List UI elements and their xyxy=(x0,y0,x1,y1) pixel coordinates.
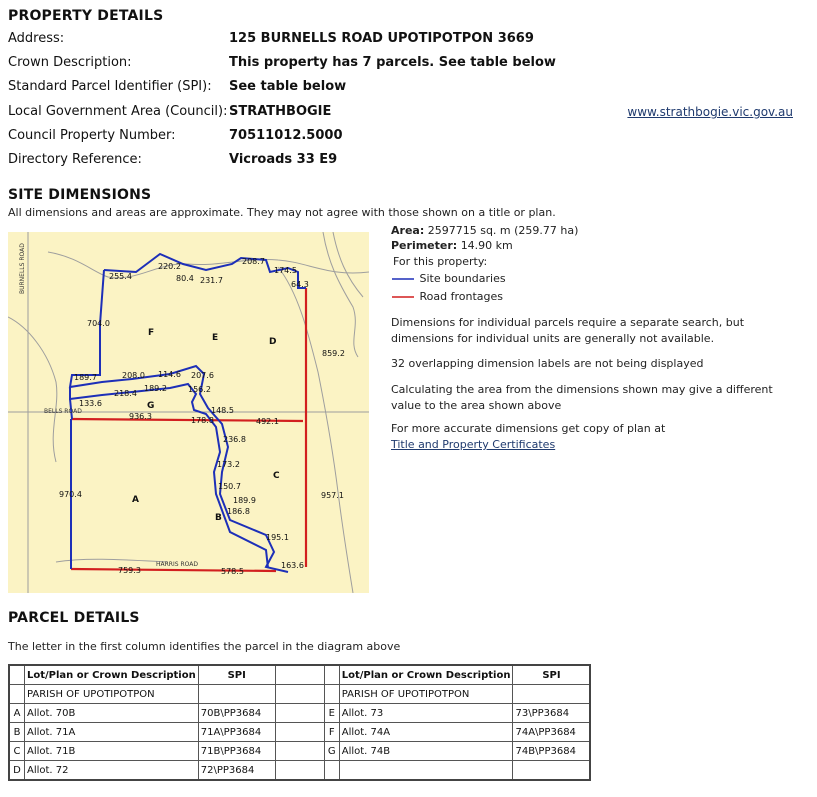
parcel-spi-cell: 74A\PP3684 xyxy=(513,723,591,742)
parcel-letter: G xyxy=(147,401,155,411)
dimension-label: 148.5 xyxy=(211,406,234,415)
dimension-label: 64.3 xyxy=(291,280,309,289)
dimension-label: 133.6 xyxy=(79,399,102,408)
dimension-label: 220.2 xyxy=(158,262,181,271)
table-row xyxy=(9,761,590,781)
parcel-spi-cell xyxy=(513,761,591,781)
site-dimensions-note: All dimensions and areas are approximate. They may not agree with those shown on a title or plan. xyxy=(8,206,556,219)
dimension-label: 236.8 xyxy=(223,435,246,444)
council-number-label: Council Property Number: xyxy=(8,128,176,143)
dimension-label: 578.5 xyxy=(221,567,244,576)
dimension-label: 186.8 xyxy=(227,507,250,516)
area-value: 2597715 sq. m (259.77 ha) xyxy=(427,224,579,237)
area-line xyxy=(391,224,578,237)
parcel-desc-cell: Allot. 71B xyxy=(25,742,199,761)
parcel-letter-cell: D xyxy=(9,761,25,781)
address-label: Address: xyxy=(8,31,65,46)
council-number-value: 70511012.5000 xyxy=(229,128,343,143)
directory-reference-label: Directory Reference: xyxy=(8,152,142,167)
parcel-desc-cell: Allot. 72 xyxy=(25,761,199,781)
perimeter-line xyxy=(391,239,513,252)
parcel-spi-cell: 71B\PP3684 xyxy=(198,742,275,761)
council-row xyxy=(8,103,809,121)
dimension-label: 114.6 xyxy=(158,370,181,379)
dimension-label: 859.2 xyxy=(322,349,345,358)
parcel-spi-cell: 72\PP3684 xyxy=(198,761,275,781)
dimension-label: 208.7 xyxy=(242,257,265,266)
parcel-letter-cell: C xyxy=(9,742,25,761)
property-details-heading: PROPERTY DETAILS xyxy=(8,8,164,24)
dimension-label: 178.8 xyxy=(191,416,214,425)
table-header-row xyxy=(9,665,590,685)
parcel-letter: A xyxy=(132,495,139,505)
legend-road-label: Road frontages xyxy=(419,290,503,303)
area-calculation-note: Calculating the area from the dimensions shown may give a different value to the area shown above xyxy=(391,383,773,412)
parcel-spi-cell: 70B\PP3684 xyxy=(198,704,275,723)
perimeter-value: 14.90 km xyxy=(460,239,513,252)
parcel-letter-cell: E xyxy=(324,704,339,723)
dimension-label: 759.3 xyxy=(118,566,141,575)
dimension-label: 189.2 xyxy=(144,384,167,393)
parcel-details-note: The letter in the first column identifies the parcel in the diagram above xyxy=(8,640,401,653)
dimension-label: 173.2 xyxy=(217,460,240,469)
dimension-label: 208.0 xyxy=(122,371,145,380)
council-value: STRATHBOGIE xyxy=(229,104,332,119)
table-row xyxy=(9,723,590,742)
header-spi-right: SPI xyxy=(513,665,591,685)
parcel-letter-cell: A xyxy=(9,704,25,723)
parcel-table xyxy=(8,664,591,781)
header-desc-left: Lot/Plan or Crown Description xyxy=(25,665,199,685)
council-label: Local Government Area (Council): xyxy=(8,104,228,119)
parcel-desc-cell: Allot. 74A xyxy=(339,723,513,742)
overlapping-labels-note: 32 overlapping dimension labels are not being displayed xyxy=(391,357,704,370)
site-boundary-swatch xyxy=(392,274,416,284)
site-dimensions-heading: SITE DIMENSIONS xyxy=(8,187,152,203)
dimension-label: 970.4 xyxy=(59,490,82,499)
crown-description-label: Crown Description: xyxy=(8,55,132,70)
accurate-dimensions-note xyxy=(391,421,801,453)
dimension-label: 195.1 xyxy=(266,533,289,542)
dimension-label: 255.4 xyxy=(109,272,132,281)
dimension-label: 218.4 xyxy=(114,389,137,398)
for-property-label: For this property: xyxy=(393,255,488,268)
parish-right: PARISH OF UPOTIPOTPON xyxy=(339,685,513,704)
dimension-label: 189.7 xyxy=(74,373,97,382)
title-certificates-link[interactable]: Title and Property Certificates xyxy=(391,438,556,451)
header-spi-left: SPI xyxy=(198,665,275,685)
road-frontage-swatch xyxy=(392,292,416,302)
parcel-spi-cell: 73\PP3684 xyxy=(513,704,591,723)
legend-site-label: Site boundaries xyxy=(419,272,506,285)
dimension-label: 156.2 xyxy=(188,385,211,394)
parcel-spi-cell: 71A\PP3684 xyxy=(198,723,275,742)
parcel-letter-cell: F xyxy=(324,723,339,742)
dimension-label: 957.1 xyxy=(321,491,344,500)
parcel-details-heading: PARCEL DETAILS xyxy=(8,610,140,626)
table-row xyxy=(9,704,590,723)
dimension-label: 207.6 xyxy=(191,371,214,380)
burnells-road-label: BURNELLS ROAD xyxy=(19,243,26,294)
parcel-letter-cell: G xyxy=(324,742,339,761)
parish-left: PARISH OF UPOTIPOTPON xyxy=(25,685,199,704)
perimeter-label: Perimeter: xyxy=(391,239,458,252)
dimension-label: 704.0 xyxy=(87,319,110,328)
parcel-letter: E xyxy=(212,333,219,343)
dimension-label: 492.1 xyxy=(256,417,279,426)
parcel-desc-cell: Allot. 71A xyxy=(25,723,199,742)
parcel-spi-cell: 74B\PP3684 xyxy=(513,742,591,761)
accurate-dimensions-text: For more accurate dimensions get copy of plan at xyxy=(391,422,666,435)
address-value: 125 BURNELLS ROAD UPOTIPOTPON 3669 xyxy=(229,31,534,46)
spi-value: See table below xyxy=(229,79,347,94)
spi-label: Standard Parcel Identifier (SPI): xyxy=(8,79,212,94)
dimension-label: 174.5 xyxy=(274,266,297,275)
dimension-label: 231.7 xyxy=(200,276,223,285)
parcel-letter: D xyxy=(269,337,277,347)
council-website-link[interactable]: www.strathbogie.vic.gov.au xyxy=(627,105,793,119)
parcel-desc-cell: Allot. 73 xyxy=(339,704,513,723)
bells-road-label: BELLS ROAD xyxy=(44,408,82,415)
crown-description-value: This property has 7 parcels. See table below xyxy=(229,55,556,70)
area-label: Area: xyxy=(391,224,425,237)
dimension-label: 189.9 xyxy=(233,496,256,505)
parcel-letter-cell: B xyxy=(9,723,25,742)
dimension-label: 163.6 xyxy=(281,561,304,570)
directory-reference-value: Vicroads 33 E9 xyxy=(229,152,338,167)
table-row xyxy=(9,685,590,704)
parcel-letter: B xyxy=(215,513,222,523)
parcel-letter-cell xyxy=(324,761,339,781)
parcel-desc-cell xyxy=(339,761,513,781)
header-desc-right: Lot/Plan or Crown Description xyxy=(339,665,513,685)
parcel-letter: F xyxy=(148,328,155,338)
harris-road-label: HARRIS ROAD xyxy=(156,561,198,568)
legend-site-boundaries xyxy=(392,272,506,285)
table-row xyxy=(9,742,590,761)
dimension-label: 936.3 xyxy=(129,412,152,421)
site-map xyxy=(8,232,369,593)
parcel-letter: C xyxy=(273,471,280,481)
dimension-label: 150.7 xyxy=(218,482,241,491)
legend-road-frontages xyxy=(392,290,503,303)
dimension-label: 80.4 xyxy=(176,274,194,283)
parcel-desc-cell: Allot. 70B xyxy=(25,704,199,723)
parcel-desc-cell: Allot. 74B xyxy=(339,742,513,761)
parcel-dimensions-note: Dimensions for individual parcels require a separate search, but dimensions for individual units are generally not available. xyxy=(391,316,745,345)
